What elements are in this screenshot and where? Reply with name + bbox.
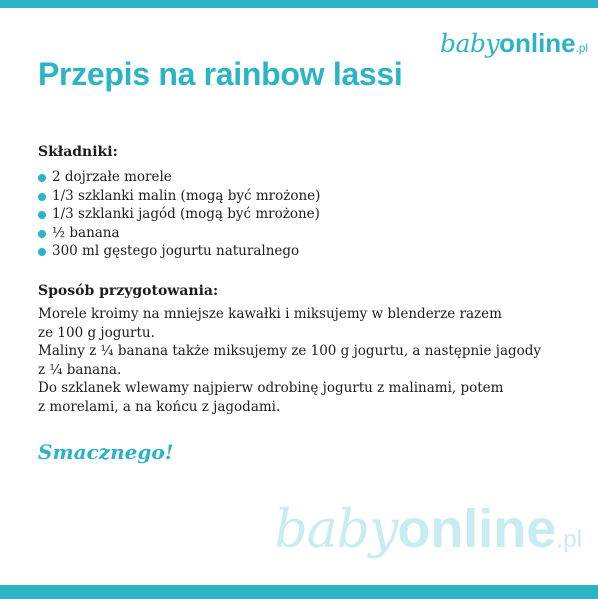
bullet-dot-icon <box>38 193 46 201</box>
method-line: Maliny z ¼ banana także miksujemy ze 100 g jogurtu, a następnie jagody <box>38 343 542 359</box>
ingredient-item <box>38 205 320 224</box>
method-line: ze 100 g jogurtu. <box>38 324 155 341</box>
babyonline-watermark-logo <box>274 498 582 560</box>
page-title: Przepis na rainbow lassi <box>38 56 403 92</box>
method-line: Do szklanek wlewamy najpierw odrobinę jogurtu z malinami, potem <box>38 380 504 396</box>
ingredient-text: 1/3 szklanki malin (mogą być mrożone) <box>52 187 321 204</box>
watermark-domain-text: .pl <box>556 526 582 553</box>
bullet-dot-icon <box>38 174 46 182</box>
top-accent-bar <box>0 0 598 8</box>
ingredient-text: ½ banana <box>52 224 120 241</box>
bullet-dot-icon <box>38 248 46 256</box>
method-text <box>38 305 568 416</box>
logo-domain-text: .pl <box>575 42 588 55</box>
ingredient-text: 1/3 szklanki jagód (mogą być mrożone) <box>52 206 320 222</box>
bullet-dot-icon <box>38 230 46 238</box>
bullet-dot-icon <box>38 211 46 219</box>
logo-baby-text: baby <box>440 29 500 58</box>
babyonline-logo <box>440 28 588 59</box>
ingredients-heading: Składniki: <box>38 144 118 160</box>
ingredient-text: 300 ml gęstego jogurtu naturalnego <box>52 243 300 259</box>
ingredient-item <box>38 242 320 261</box>
ingredient-item <box>38 168 320 187</box>
method-line: z ¼ banana. <box>38 361 122 378</box>
bottom-accent-bar <box>0 585 598 599</box>
method-line: Morele kroimy na mniejsze kawałki i miksujemy w blenderze razem <box>38 306 502 322</box>
ingredient-item <box>38 224 320 243</box>
method-line: z morelami, a na końcu z jagodami. <box>38 398 281 415</box>
ingredient-item <box>38 187 320 206</box>
ingredient-text: 2 dojrzałe morele <box>52 169 172 185</box>
logo-online-text: online <box>499 28 576 58</box>
method-heading: Sposób przygotowania: <box>38 283 219 299</box>
ingredients-list <box>38 168 320 261</box>
watermark-online-text: online <box>397 499 557 559</box>
closing-text: Smacznego! <box>38 440 174 464</box>
watermark-baby-text: baby <box>274 500 398 560</box>
